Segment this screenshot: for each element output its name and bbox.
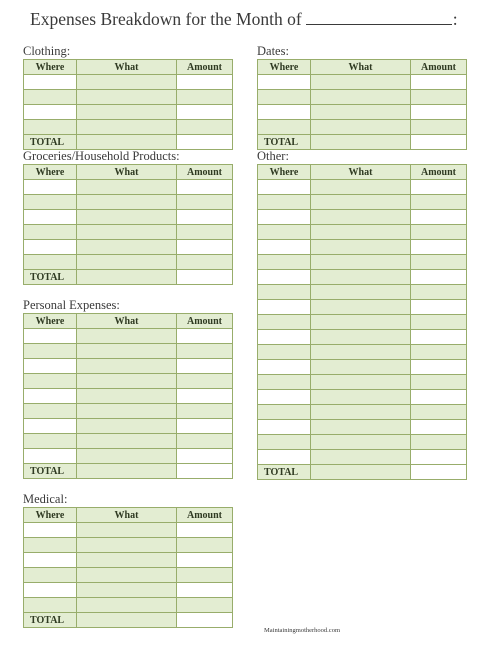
where-cell[interactable] [24, 195, 77, 210]
what-cell[interactable] [77, 538, 177, 553]
what-cell[interactable] [311, 300, 411, 315]
where-cell[interactable] [24, 359, 77, 374]
amount-cell[interactable] [411, 345, 467, 360]
amount-cell[interactable] [411, 120, 467, 135]
amount-cell[interactable] [177, 553, 233, 568]
section-title: Groceries/Household Products: [23, 149, 180, 163]
column-header-where: Where [24, 314, 77, 329]
section-title: Dates: [257, 44, 289, 58]
amount-cell[interactable] [411, 285, 467, 300]
where-cell[interactable] [24, 523, 77, 538]
what-cell[interactable] [311, 330, 411, 345]
what-cell[interactable] [77, 598, 177, 613]
table-row [24, 344, 233, 359]
header-row [258, 60, 467, 75]
where-cell[interactable] [24, 583, 77, 598]
table-row [24, 389, 233, 404]
what-cell[interactable] [77, 195, 177, 210]
total-amount-cell[interactable] [177, 270, 233, 285]
column-header-what: What [77, 508, 177, 523]
amount-cell[interactable] [411, 75, 467, 90]
what-cell[interactable] [77, 583, 177, 598]
where-cell[interactable] [24, 374, 77, 389]
column-header-where: Where [24, 508, 77, 523]
amount-cell[interactable] [411, 375, 467, 390]
total-label: TOTAL [24, 135, 77, 150]
where-cell[interactable] [258, 285, 311, 300]
what-cell[interactable] [311, 105, 411, 120]
where-cell[interactable] [24, 75, 77, 90]
amount-cell[interactable] [177, 404, 233, 419]
column-header-what: What [77, 60, 177, 75]
section-title: Other: [257, 149, 289, 163]
title-colon: : [452, 9, 458, 29]
where-cell[interactable] [258, 435, 311, 450]
page-title [30, 9, 458, 30]
total-amount-cell[interactable] [411, 465, 467, 480]
table-row [258, 390, 467, 405]
table-row [258, 420, 467, 435]
column-header-where: Where [24, 60, 77, 75]
column-header-amount: Amount [411, 60, 467, 75]
amount-cell[interactable] [411, 255, 467, 270]
amount-cell[interactable] [177, 75, 233, 90]
what-cell[interactable] [77, 180, 177, 195]
table-row [258, 360, 467, 375]
column-header-where: Where [258, 165, 311, 180]
table-row [258, 120, 467, 135]
section-personal-expenses [23, 298, 232, 479]
where-cell[interactable] [258, 420, 311, 435]
what-cell[interactable] [77, 419, 177, 434]
table-row [258, 270, 467, 285]
amount-cell[interactable] [177, 538, 233, 553]
what-cell[interactable] [311, 390, 411, 405]
where-cell[interactable] [24, 568, 77, 583]
table-row [258, 285, 467, 300]
what-cell[interactable] [77, 210, 177, 225]
what-cell[interactable] [311, 120, 411, 135]
what-cell[interactable] [77, 359, 177, 374]
what-cell[interactable] [77, 389, 177, 404]
amount-cell[interactable] [177, 374, 233, 389]
where-cell[interactable] [24, 225, 77, 240]
table-row [258, 255, 467, 270]
what-cell[interactable] [77, 105, 177, 120]
what-cell[interactable] [311, 420, 411, 435]
what-cell[interactable] [311, 225, 411, 240]
table-row [258, 240, 467, 255]
what-cell[interactable] [311, 360, 411, 375]
total-what-cell [77, 135, 177, 150]
total-row [258, 465, 467, 480]
month-blank-line[interactable] [306, 10, 452, 25]
table-row [24, 210, 233, 225]
header-row [24, 508, 233, 523]
where-cell[interactable] [258, 180, 311, 195]
amount-cell[interactable] [411, 435, 467, 450]
where-cell[interactable] [258, 330, 311, 345]
what-cell[interactable] [311, 375, 411, 390]
total-row [24, 613, 233, 628]
table-row [24, 419, 233, 434]
table-row [258, 210, 467, 225]
what-cell[interactable] [311, 270, 411, 285]
amount-cell[interactable] [411, 210, 467, 225]
total-row [24, 135, 233, 150]
where-cell[interactable] [24, 255, 77, 270]
table-row [24, 120, 233, 135]
table-row [258, 90, 467, 105]
table-row [24, 225, 233, 240]
where-cell[interactable] [24, 344, 77, 359]
amount-cell[interactable] [177, 120, 233, 135]
where-cell[interactable] [24, 389, 77, 404]
total-amount-cell[interactable] [177, 135, 233, 150]
total-row [24, 464, 233, 479]
where-cell[interactable] [24, 419, 77, 434]
amount-cell[interactable] [177, 329, 233, 344]
amount-cell[interactable] [411, 300, 467, 315]
column-header-amount: Amount [411, 165, 467, 180]
section-dates [257, 44, 466, 150]
total-amount-cell[interactable] [411, 135, 467, 150]
expense-table [23, 164, 233, 285]
amount-cell[interactable] [177, 419, 233, 434]
table-row [24, 553, 233, 568]
amount-cell[interactable] [411, 240, 467, 255]
table-row [24, 180, 233, 195]
what-cell[interactable] [77, 344, 177, 359]
amount-cell[interactable] [177, 180, 233, 195]
column-header-amount: Amount [177, 314, 233, 329]
table-row [24, 598, 233, 613]
table-row [24, 240, 233, 255]
title-text: Expenses Breakdown for the Month of [30, 9, 302, 29]
table-row [24, 75, 233, 90]
what-cell[interactable] [77, 449, 177, 464]
where-cell[interactable] [24, 553, 77, 568]
amount-cell[interactable] [177, 240, 233, 255]
where-cell[interactable] [258, 300, 311, 315]
what-cell[interactable] [77, 255, 177, 270]
where-cell[interactable] [24, 329, 77, 344]
table-row [258, 435, 467, 450]
total-what-cell [77, 270, 177, 285]
column-header-where: Where [24, 165, 77, 180]
what-cell[interactable] [77, 553, 177, 568]
amount-cell[interactable] [411, 360, 467, 375]
column-header-what: What [77, 165, 177, 180]
table-row [24, 538, 233, 553]
what-cell[interactable] [77, 90, 177, 105]
where-cell[interactable] [24, 598, 77, 613]
total-amount-cell[interactable] [177, 464, 233, 479]
column-header-what: What [311, 60, 411, 75]
table-row [258, 180, 467, 195]
amount-cell[interactable] [177, 568, 233, 583]
where-cell[interactable] [24, 105, 77, 120]
where-cell[interactable] [258, 255, 311, 270]
table-row [24, 434, 233, 449]
where-cell[interactable] [258, 315, 311, 330]
section-title: Personal Expenses: [23, 298, 120, 312]
what-cell[interactable] [77, 225, 177, 240]
amount-cell[interactable] [177, 583, 233, 598]
table-row [258, 330, 467, 345]
amount-cell[interactable] [177, 434, 233, 449]
where-cell[interactable] [24, 434, 77, 449]
section-title: Clothing: [23, 44, 71, 58]
footer-credit: Maintainingmotherhood.com [264, 627, 341, 634]
header-row [258, 165, 467, 180]
expense-table [23, 507, 233, 628]
where-cell[interactable] [258, 390, 311, 405]
what-cell[interactable] [311, 405, 411, 420]
amount-cell[interactable] [177, 389, 233, 404]
where-cell[interactable] [258, 195, 311, 210]
what-cell[interactable] [77, 240, 177, 255]
amount-cell[interactable] [411, 270, 467, 285]
table-row [24, 449, 233, 464]
where-cell[interactable] [258, 450, 311, 465]
where-cell[interactable] [258, 90, 311, 105]
table-row [258, 375, 467, 390]
total-label: TOTAL [24, 464, 77, 479]
table-row [258, 450, 467, 465]
what-cell[interactable] [311, 435, 411, 450]
table-row [258, 405, 467, 420]
where-cell[interactable] [258, 75, 311, 90]
section-groceries [23, 149, 232, 285]
what-cell[interactable] [77, 75, 177, 90]
what-cell[interactable] [77, 523, 177, 538]
table-row [24, 255, 233, 270]
section-other [257, 149, 466, 480]
column-header-what: What [77, 314, 177, 329]
expense-table [23, 313, 233, 479]
what-cell[interactable] [311, 180, 411, 195]
amount-cell[interactable] [177, 225, 233, 240]
header-row [24, 314, 233, 329]
amount-cell[interactable] [177, 90, 233, 105]
table-row [258, 195, 467, 210]
total-label: TOTAL [258, 465, 311, 480]
what-cell[interactable] [77, 120, 177, 135]
where-cell[interactable] [258, 240, 311, 255]
amount-cell[interactable] [177, 359, 233, 374]
where-cell[interactable] [24, 90, 77, 105]
amount-cell[interactable] [177, 449, 233, 464]
column-header-amount: Amount [177, 60, 233, 75]
amount-cell[interactable] [177, 210, 233, 225]
amount-cell[interactable] [177, 105, 233, 120]
header-row [24, 60, 233, 75]
column-header-amount: Amount [177, 508, 233, 523]
amount-cell[interactable] [411, 420, 467, 435]
what-cell[interactable] [77, 568, 177, 583]
table-row [24, 523, 233, 538]
table-row [24, 359, 233, 374]
what-cell[interactable] [311, 210, 411, 225]
total-what-cell [77, 613, 177, 628]
table-row [24, 404, 233, 419]
section-clothing [23, 44, 232, 150]
where-cell[interactable] [24, 180, 77, 195]
what-cell[interactable] [311, 285, 411, 300]
where-cell[interactable] [258, 105, 311, 120]
what-cell[interactable] [77, 329, 177, 344]
total-what-cell [311, 465, 411, 480]
what-cell[interactable] [311, 90, 411, 105]
table-row [24, 90, 233, 105]
total-row [258, 135, 467, 150]
amount-cell[interactable] [411, 180, 467, 195]
amount-cell[interactable] [177, 344, 233, 359]
expense-table [23, 59, 233, 150]
table-row [258, 75, 467, 90]
where-cell[interactable] [258, 210, 311, 225]
where-cell[interactable] [24, 120, 77, 135]
total-row [24, 270, 233, 285]
amount-cell[interactable] [411, 105, 467, 120]
amount-cell[interactable] [411, 390, 467, 405]
total-amount-cell[interactable] [177, 613, 233, 628]
section-medical [23, 492, 232, 628]
amount-cell[interactable] [411, 225, 467, 240]
table-row [258, 300, 467, 315]
where-cell[interactable] [258, 375, 311, 390]
table-row [24, 105, 233, 120]
section-title: Medical: [23, 492, 68, 506]
what-cell[interactable] [311, 450, 411, 465]
table-row [24, 568, 233, 583]
what-cell[interactable] [311, 255, 411, 270]
column-header-what: What [311, 165, 411, 180]
table-row [258, 105, 467, 120]
what-cell[interactable] [77, 404, 177, 419]
header-row [24, 165, 233, 180]
amount-cell[interactable] [177, 598, 233, 613]
amount-cell[interactable] [411, 405, 467, 420]
table-row [258, 345, 467, 360]
where-cell[interactable] [258, 225, 311, 240]
amount-cell[interactable] [177, 195, 233, 210]
total-what-cell [77, 464, 177, 479]
table-row [24, 583, 233, 598]
total-label: TOTAL [24, 613, 77, 628]
column-header-where: Where [258, 60, 311, 75]
table-row [258, 315, 467, 330]
where-cell[interactable] [24, 449, 77, 464]
where-cell[interactable] [258, 345, 311, 360]
table-row [24, 374, 233, 389]
expense-table [257, 59, 467, 150]
amount-cell[interactable] [411, 330, 467, 345]
where-cell[interactable] [258, 120, 311, 135]
total-label: TOTAL [24, 270, 77, 285]
amount-cell[interactable] [177, 523, 233, 538]
table-row [258, 225, 467, 240]
where-cell[interactable] [24, 404, 77, 419]
what-cell[interactable] [311, 195, 411, 210]
where-cell[interactable] [24, 538, 77, 553]
what-cell[interactable] [77, 434, 177, 449]
where-cell[interactable] [258, 405, 311, 420]
table-row [24, 329, 233, 344]
where-cell[interactable] [258, 360, 311, 375]
what-cell[interactable] [311, 240, 411, 255]
where-cell[interactable] [258, 270, 311, 285]
what-cell[interactable] [311, 345, 411, 360]
where-cell[interactable] [24, 240, 77, 255]
what-cell[interactable] [311, 315, 411, 330]
total-label: TOTAL [258, 135, 311, 150]
total-what-cell [311, 135, 411, 150]
amount-cell[interactable] [411, 450, 467, 465]
expense-table [257, 164, 467, 480]
column-header-amount: Amount [177, 165, 233, 180]
amount-cell[interactable] [411, 315, 467, 330]
what-cell[interactable] [77, 374, 177, 389]
amount-cell[interactable] [411, 195, 467, 210]
amount-cell[interactable] [411, 90, 467, 105]
amount-cell[interactable] [177, 255, 233, 270]
what-cell[interactable] [311, 75, 411, 90]
where-cell[interactable] [24, 210, 77, 225]
table-row [24, 195, 233, 210]
